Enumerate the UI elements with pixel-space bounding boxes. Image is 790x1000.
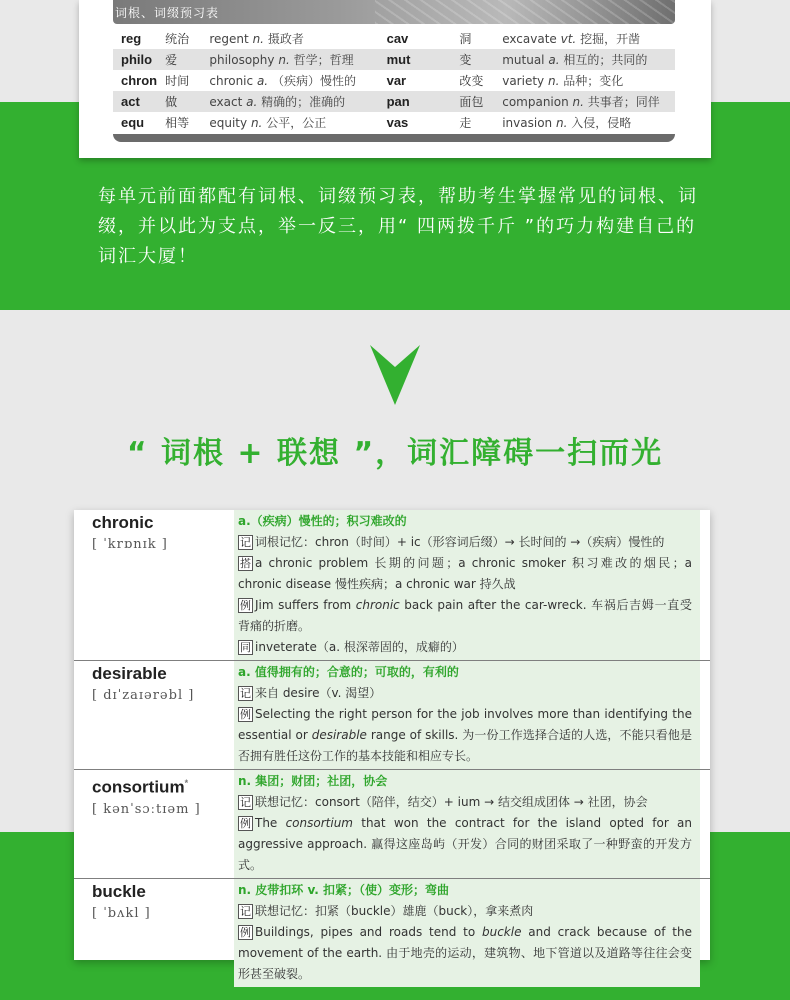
meaning-cell: 洞 — [459, 32, 472, 46]
example-gloss: 精确的；准确的 — [261, 95, 346, 109]
example-gloss: 摄政者 — [267, 32, 304, 46]
definition: a.（疾病）慢性的；积习难改的 — [238, 514, 407, 528]
headword-column — [74, 661, 234, 769]
example-word: exact — [209, 95, 243, 109]
intro-text: 每单元前面都配有词根、词缀预习表，帮助考生掌握常见的词根、词缀，并以此为支点，举一反三，用“ 四两拨千斤 ”的巧力构建自己的词汇大厦！ — [98, 186, 698, 267]
down-arrow-icon — [370, 345, 420, 405]
detail-line — [238, 553, 692, 595]
example-keyword: buckle — [481, 925, 522, 939]
affix-table-card — [79, 0, 711, 158]
definition: a. 值得拥有的；合意的；可取的，有利的 — [238, 665, 459, 679]
detail-line — [238, 922, 692, 985]
affix-table-footer-bar — [113, 134, 675, 142]
example-cell — [205, 49, 378, 70]
phonetic: [ kənˈsɔːtɪəm ] — [92, 801, 201, 817]
example-cell — [498, 28, 675, 49]
example-cell — [498, 70, 675, 91]
headword-column — [74, 510, 234, 660]
headword — [92, 881, 234, 903]
detail-text: 联想记忆：consort（陪伴，结交）+ ium → 结交组成团体 → 社团，协会 — [255, 795, 648, 809]
example-gloss: 品种；变化 — [563, 74, 624, 88]
headword-text: chronic — [92, 513, 154, 532]
example-word: excavate — [502, 32, 557, 46]
root-cell: pan — [379, 91, 456, 112]
entry-details — [234, 510, 700, 660]
example-text: The — [255, 816, 286, 830]
example-keyword: chronic — [355, 598, 400, 612]
example-word: invasion — [502, 116, 553, 130]
meaning-cell: 统治 — [165, 32, 190, 46]
example-cell — [205, 70, 378, 91]
definition: n. 皮带扣环 v. 扣紧；（使）变形；弯曲 — [238, 883, 450, 897]
detail-text: 联想记忆：扣紧（buckle）雄鹿（buck），拿来煮肉 — [255, 904, 534, 918]
example-keyword: consortium — [285, 816, 353, 830]
detail-line — [238, 704, 692, 767]
example-text: that won the contract for the island opted for an aggressive approach. 赢得这座岛屿（开发）合同的财团采取了一种野蛮的开发方式。 — [238, 816, 692, 872]
entry-details — [234, 879, 700, 987]
detail-line — [238, 683, 692, 704]
meaning-cell: 相等 — [165, 116, 190, 130]
headword — [92, 772, 234, 799]
example-cell — [498, 112, 675, 133]
label-tag: 例 — [240, 817, 251, 830]
example-gloss: 挖掘，开凿 — [580, 32, 641, 46]
detail-text: inveterate（a. 根深蒂固的，成癖的） — [255, 640, 464, 654]
example-text: range of skills. 为一份工作选择合适的人选，不能只看他是否拥有胜任这份工作的基本技能和相应专长。 — [238, 728, 692, 763]
part-of-speech: n. — [547, 74, 560, 88]
part-of-speech: n. — [252, 32, 264, 46]
label-tag: 例 — [240, 599, 251, 612]
table-row — [113, 70, 675, 91]
root-cell: var — [386, 73, 407, 88]
detail-line — [238, 637, 692, 658]
vocabulary-card — [74, 510, 710, 981]
vocab-entry — [74, 770, 710, 879]
detail-text: 来自 desire（v. 渴望） — [255, 686, 382, 700]
example-text: Selecting the right person for the job involves more than identifying the essential or — [238, 707, 692, 742]
root-cell: philo — [113, 49, 161, 70]
label-tag: 例 — [240, 926, 251, 939]
example-cell — [205, 91, 378, 112]
example-word: chronic — [209, 74, 254, 88]
detail-line — [238, 532, 692, 553]
vocab-entry — [74, 879, 710, 987]
root-cell: vas — [386, 115, 409, 130]
root-cell: reg — [121, 31, 142, 46]
meaning-cell: 做 — [161, 91, 205, 112]
headword-column — [74, 770, 234, 878]
detail-text: 词根记忆：chron（时间）+ ic（形容词后缀）→ 长时间的 →（疾病）慢性的 — [255, 535, 665, 549]
detail-line — [238, 901, 692, 922]
example-text: Jim suffers from — [255, 598, 356, 612]
part-of-speech: n. — [250, 116, 263, 130]
label-tag: 同 — [240, 641, 251, 654]
part-of-speech: a. — [246, 95, 258, 109]
headline: “ 词根 + 联想 ”，词汇障碍一扫而光 — [126, 436, 664, 471]
example-gloss: 共事者；同伴 — [587, 95, 660, 109]
example-text: back pain after the car-wreck. 车祸后吉姆一直受背痛的折磨。 — [238, 598, 693, 633]
meaning-cell: 爱 — [161, 49, 205, 70]
vocab-entry — [74, 661, 710, 770]
example-text: Buildings, pipes and roads tend to — [255, 925, 482, 939]
root-cell: equ — [121, 115, 145, 130]
label-tag: 记 — [240, 905, 251, 918]
example-cell — [498, 91, 675, 112]
headword — [92, 512, 234, 534]
vocabulary-entries — [74, 510, 710, 987]
label-tag: 记 — [240, 796, 251, 809]
example-cell — [498, 49, 675, 70]
root-cell: mut — [379, 49, 456, 70]
entry-details — [234, 661, 700, 769]
entry-details — [234, 770, 700, 878]
definition: n. 集团；财团；社团，协会 — [238, 774, 388, 788]
root-cell: cav — [386, 31, 409, 46]
table-row — [113, 28, 675, 49]
label-tag: 记 — [240, 536, 251, 549]
headword-text: desirable — [92, 664, 167, 683]
table-row — [113, 91, 675, 112]
affix-table-header — [113, 0, 675, 24]
part-of-speech: n. — [278, 53, 290, 67]
example-gloss: 哲学；哲理 — [293, 53, 354, 67]
meaning-cell: 时间 — [165, 74, 190, 88]
detail-text: a chronic problem 长期的问题；a chronic smoker 积习难改的烟民；a chronic disease 慢性疾病；a chronic war 持久战 — [238, 556, 692, 591]
table-row — [113, 49, 675, 70]
meaning-cell: 变 — [455, 49, 498, 70]
example-keyword: desirable — [311, 728, 367, 742]
detail-line — [238, 813, 692, 876]
phonetic: [ ˈkrɒnɪk ] — [92, 537, 168, 552]
phonetic: [ dɪˈzaɪərəbl ] — [92, 688, 195, 703]
example-word: variety — [502, 74, 545, 88]
example-gloss: （疾病）慢性的 — [271, 74, 356, 88]
root-cell: act — [113, 91, 161, 112]
example-word: regent — [209, 32, 249, 46]
label-tag: 记 — [240, 687, 251, 700]
part-of-speech: n. — [555, 116, 568, 130]
label-tag: 搭 — [240, 557, 251, 570]
affix-section — [0, 0, 790, 310]
example-text: and crack because of the movement of the earth. 由于地壳的运动，建筑物、地下管道以及道路等往往会变形甚至破裂。 — [238, 925, 692, 981]
example-word: mutual — [502, 53, 545, 67]
detail-line — [238, 792, 692, 813]
headword-text: consortium — [92, 777, 185, 797]
example-word: companion — [502, 95, 569, 109]
meaning-cell: 走 — [459, 116, 472, 130]
part-of-speech: vt. — [560, 32, 577, 46]
example-word: equity — [209, 116, 248, 130]
affix-table-title: 词根、词缀预习表 — [115, 6, 220, 20]
part-of-speech: a. — [256, 74, 269, 88]
root-cell: chron — [121, 73, 158, 88]
part-of-speech: n. — [572, 95, 584, 109]
label-tag: 例 — [240, 708, 251, 721]
part-of-speech: a. — [548, 53, 560, 67]
detail-line — [238, 595, 692, 637]
example-word: philosophy — [209, 53, 275, 67]
branch-decoration-image — [375, 0, 675, 24]
example-gloss: 公平，公正 — [266, 116, 327, 130]
meaning-cell: 改变 — [459, 74, 484, 88]
example-cell — [205, 112, 378, 133]
headword-text: buckle — [92, 882, 146, 901]
headword-mark: * — [184, 778, 189, 788]
table-row — [113, 112, 675, 133]
example-gloss: 相互的；共同的 — [563, 53, 648, 67]
example-cell — [205, 28, 378, 49]
vocab-entry — [74, 510, 710, 661]
headword-column — [74, 879, 234, 987]
phonetic: [ ˈbʌkl ] — [92, 906, 151, 921]
meaning-cell: 面包 — [455, 91, 498, 112]
example-gloss: 入侵，侵略 — [571, 116, 632, 130]
affix-table — [113, 28, 675, 133]
headword — [92, 663, 234, 685]
